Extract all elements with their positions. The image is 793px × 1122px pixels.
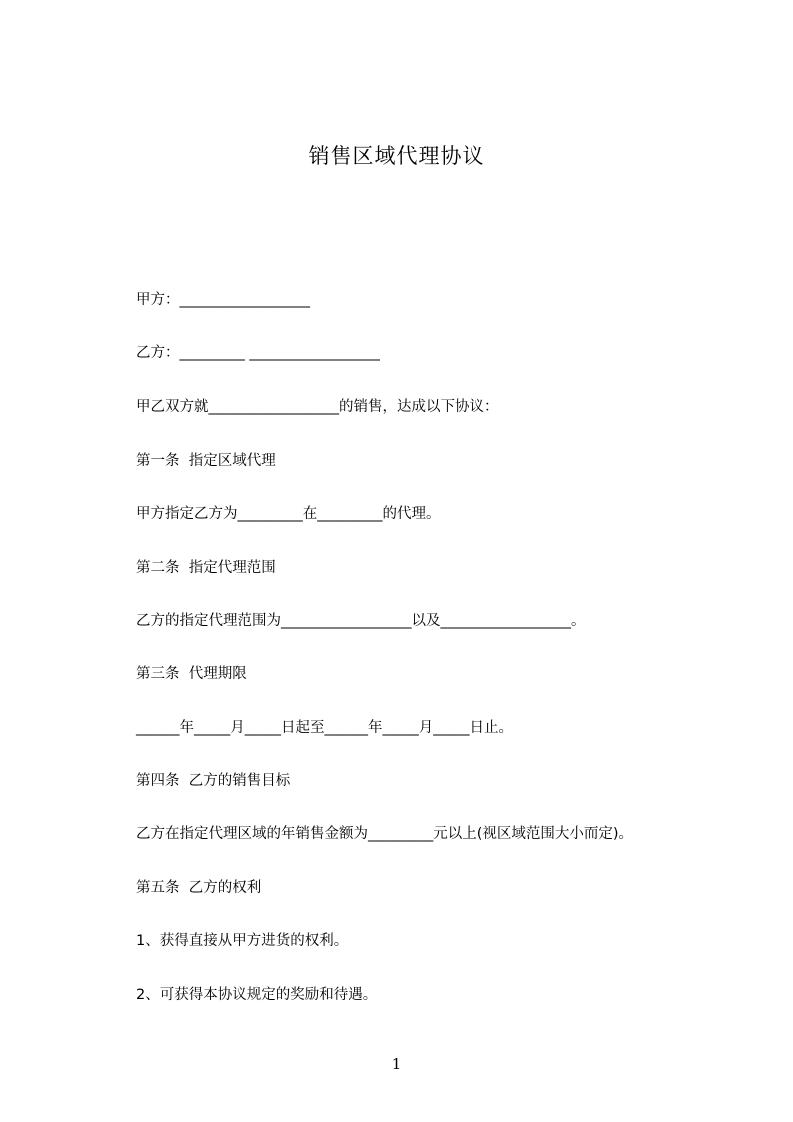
article-3-heading: 第三条 代理期限 xyxy=(136,666,247,682)
agreement-intro: 甲乙双方就__________________的销售，达成以下协议： xyxy=(136,399,499,415)
article-2-heading: 第二条 指定代理范围 xyxy=(136,560,276,576)
article-5-item-2: 2、可获得本协议规定的奖励和待遇。 xyxy=(136,987,378,1003)
article-4-heading: 第四条 乙方的销售目标 xyxy=(136,773,291,789)
party-b-line: 乙方：_________ __________________ xyxy=(136,345,380,361)
article-1-heading: 第一条 指定区域代理 xyxy=(136,453,276,469)
article-5-item-1: 1、获得直接从甲方进货的权利。 xyxy=(136,933,349,949)
page-number: 1 xyxy=(391,1055,402,1073)
article-4-text: 乙方在指定代理区域的年销售金额为_________元以上(视区域范围大小而定)。 xyxy=(136,826,634,842)
article-2-text: 乙方的指定代理范围为__________________以及__________________。 xyxy=(136,613,586,629)
article-1-text: 甲方指定乙方为_________在_________的代理。 xyxy=(136,506,441,522)
party-a-line: 甲方：__________________ xyxy=(136,292,310,308)
document-title: 销售区域代理协议 xyxy=(308,144,485,168)
article-3-text: ______年_____月_____日起至______年_____月_____日止。 xyxy=(136,720,513,736)
article-5-heading: 第五条 乙方的权利 xyxy=(136,880,262,896)
